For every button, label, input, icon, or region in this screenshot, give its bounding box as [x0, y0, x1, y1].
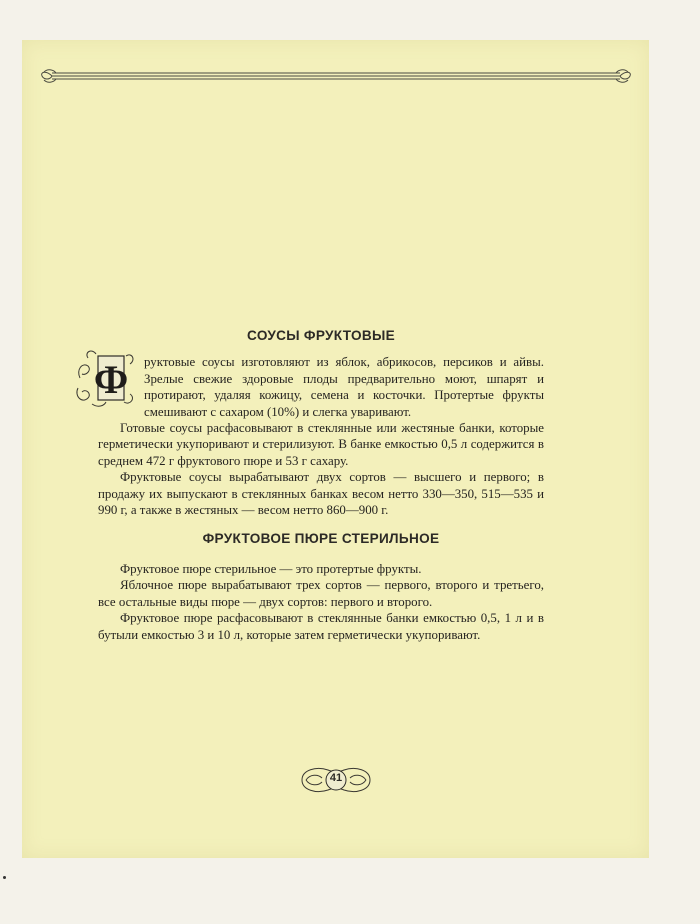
- paragraph: руктовые соусы изготовляют из яблок, абрикосов, персиков и айвы. Зрелые свежие здоровые плоды предварительно моют, шпарят и протирают, удаляя кожицу, семена и косточки. Протертые фрукты смешивают с сахаром (10%) и слегка уваривают.: [144, 355, 544, 419]
- section-title-fruit-puree: ФРУКТОВОЕ ПЮРЕ СТЕРИЛЬНОЕ: [202, 531, 440, 547]
- decorative-top-rule: [38, 68, 634, 84]
- drop-cap-ornament: [74, 348, 138, 410]
- page-number: 41: [329, 772, 343, 784]
- paragraph: Яблочное пюре вырабатывают трех сортов — первого, второго и третьего, все остальные виды пюре — двух сортов: первого и второго.: [98, 578, 544, 609]
- page-text: [93, 328, 544, 643]
- paragraph: Готовые соусы расфасовывают в стеклянные или жестяные банки, которые герметически укупоривают и стерилизуют. В банке емкостью 0,5 л содержится в среднем 472 г фруктового пюре и 53 г сахару.: [98, 421, 544, 468]
- section-title-fruit-sauces: СОУСЫ ФРУКТОВЫЕ: [247, 328, 395, 343]
- paragraph: Фруктовое пюре расфасовывают в стеклянные банки емкостью 0,5, 1 л и в бутыли емкостью 3 и 10 л, которые затем герметически укупоривают.: [98, 611, 544, 642]
- paragraph: Фруктовое пюре стерильное — это протертые фрукты.: [120, 561, 422, 576]
- drop-cap-letter: Ф: [93, 357, 129, 403]
- dust-speck: [3, 876, 6, 879]
- page-number-ornament: [298, 760, 374, 800]
- book-page: [22, 40, 649, 858]
- paragraph: Фруктовые соусы вырабатывают двух сортов — высшего и первого; в продажу их выпускают в стеклянных банках весом нетто 330—350, 515—535 и 990 г, а также в жестяных — весом нетто 860—900 г.: [98, 470, 544, 518]
